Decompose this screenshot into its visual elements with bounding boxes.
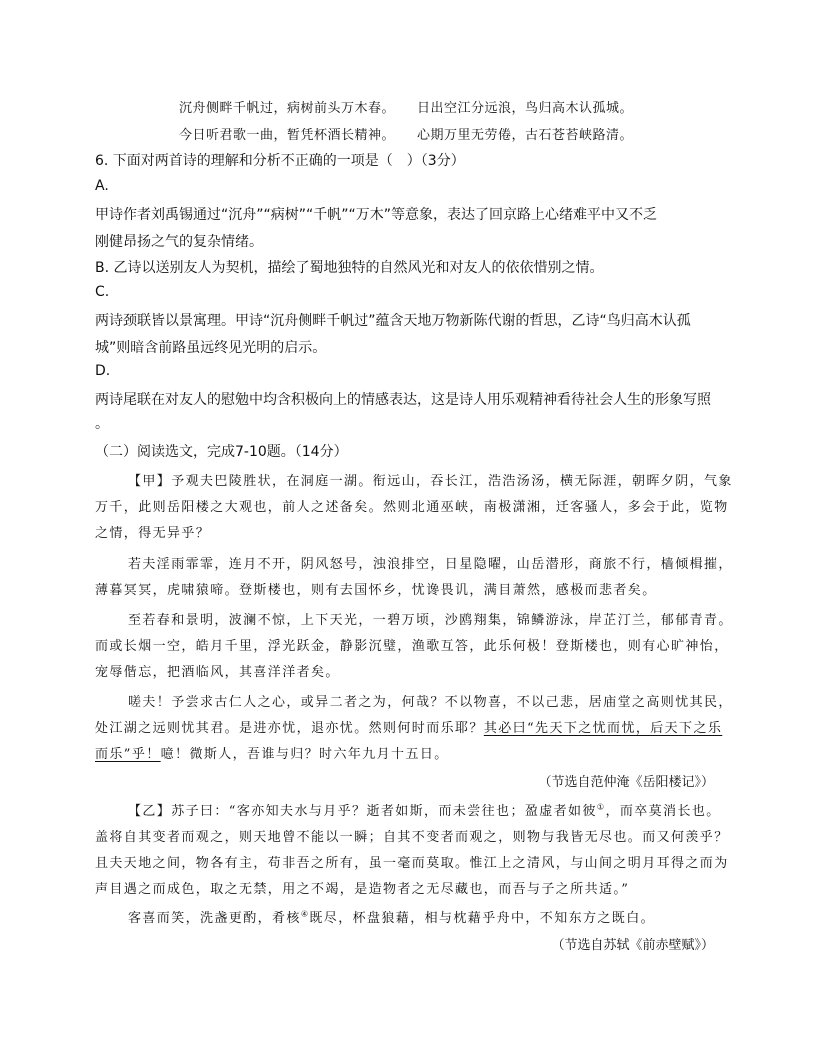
jia-p2-line-1: 若夫淫雨霏霏，连月不开，阴风怒号，浊浪排空，日星隐曜，山岳潜形，商旅不行，樯倾楫摧，	[128, 557, 733, 572]
jia-p1-line-2: 万千，此则岳阳楼之大观也，前人之述备矣。然则北通巫峡，南极潇湘，迁客骚人，多会于此，览物	[95, 500, 729, 515]
jia-p4-line-2	[95, 717, 722, 736]
footnote-marker-1: ①	[596, 802, 606, 812]
underlined-sentence-part-2: 而乐”乎！	[95, 747, 161, 762]
yi-line-1-tail: ，而卒莫消长也。	[605, 804, 721, 819]
yi-line-4: 声目遇之而成色，取之无禁，用之不竭，是造物者之无尽藏也，而吾与子之所共适。”	[95, 882, 630, 897]
option-a-label: A.	[95, 178, 109, 194]
source-jia: （节选自范仲淹《岳阳楼记》）	[538, 775, 714, 790]
jia-p4-line-2-text: 处江湖之远则忧其君。是进亦忧，退亦忧。然则何时而乐耶？	[95, 721, 484, 736]
yi-line-5-tail: 既尽，杯盘狼藉，相与枕藉乎舟中，不知东方之既白。	[309, 911, 655, 926]
footnote-marker-4: ④	[300, 909, 310, 919]
jia-p3-line-1: 至若春和景明，波澜不惊，上下天光，一碧万顷，沙鸥翔集，锦鳞游泳，岸芷汀兰，郁郁青青。	[128, 613, 733, 628]
jia-p1-line-1: 【甲】予观夫巴陵胜状，在洞庭一湖。衔远山，吞长江，浩浩汤汤，横无际涯，朝晖夕阴，气象	[128, 474, 733, 489]
yi-line-2: 盖将自其变者而观之，则天地曾不能以一瞬；自其不变者而观之，则物与我皆无尽也。而又何羡乎？	[95, 830, 729, 845]
jia-p2-line-2: 薄暮冥冥，虎啸猿啼。登斯楼也，则有去国怀乡，忧谗畏讥，满目萧然，感极而悲者矣。	[95, 583, 657, 598]
poem-yi-line-1: 日出空江分远浪，鸟归高木认孤城。	[417, 101, 634, 116]
underlined-sentence-part-1: 其必曰“先天下之忧而忧，后天下之乐	[483, 721, 723, 736]
option-d-text-2: 。	[95, 416, 109, 432]
poem-line-2	[179, 124, 633, 143]
option-c-text-2: 城”则暗含前路虽远终见光明的启示。	[95, 340, 327, 356]
option-a-text-1: 甲诗作者刘禹锡通过“沉舟”“病树”“千帆”“万木”等意象，表达了回京路上心绪难平中又不乏	[95, 207, 658, 223]
yi-line-5-text: 客喜而笑，洗盏更酌，肴核	[128, 911, 301, 926]
question-6-stem: 6. 下面对两首诗的理解和分析不正确的一项是（ ）（3分）	[95, 153, 465, 169]
option-c-label: C.	[95, 284, 110, 300]
poem-line-1	[179, 97, 633, 116]
yi-line-1	[128, 800, 721, 819]
option-d-text-1: 两诗尾联在对友人的慰勉中均含积极向上的情感表达，这是诗人用乐观精神看待社会人生的形象写照	[95, 392, 711, 408]
jia-p1-line-3: 之情，得无异乎？	[95, 526, 211, 541]
jia-p4-line-3-text: 噫！微斯人，吾谁与归？时六年九月十五日。	[160, 747, 449, 762]
jia-p4-line-1: 嗟夫！予尝求古仁人之心，或异二者之为，何哉？不以物喜，不以己悲，居庙堂之高则忧其民，	[128, 695, 733, 710]
option-c-text-1: 两诗颈联皆以景寓理。甲诗“沉舟侧畔千帆过”蕴含天地万物新陈代谢的哲思，乙诗“鸟归高木认孤	[95, 313, 691, 329]
jia-p3-line-2: 而或长烟一空，皓月千里，浮光跃金，静影沉璧，渔歌互答，此乐何极！登斯楼也，则有心旷神怡，	[95, 639, 729, 654]
source-yi: （节选自苏轼《前赤壁赋》）	[551, 938, 714, 953]
poem-yi-line-2: 心期万里无劳倦，古石苍苔峡路清。	[417, 128, 634, 143]
yi-line-1-text: 【乙】苏子曰：“客亦知夫水与月乎？逝者如斯，而未尝往也；盈虚者如彼	[128, 804, 597, 819]
poem-jia-line-2: 今日听君歌一曲，暂凭杯酒长精神。	[179, 128, 396, 143]
option-d-label: D.	[95, 363, 111, 379]
yi-line-3: 且夫天地之间，物各有主，苟非吾之所有，虽一毫而莫取。惟江上之清风，与山间之明月耳得之而为	[95, 856, 729, 871]
poem-jia-line-1: 沉舟侧畔千帆过，病树前头万木春。	[179, 101, 396, 116]
jia-p3-line-3: 宠辱偕忘，把酒临风，其喜洋洋者矣。	[95, 665, 340, 680]
option-b-text: B. 乙诗以送别友人为契机，描绘了蜀地独特的自然风光和对友人的依依惜别之情。	[95, 260, 604, 276]
option-a-text-2: 刚健昂扬之气的复杂情绪。	[95, 234, 263, 250]
section-2-heading: （二）阅读选文，完成7-10题。（14分）	[95, 444, 348, 460]
jia-p4-line-3	[95, 743, 449, 762]
yi-line-5	[128, 907, 655, 926]
